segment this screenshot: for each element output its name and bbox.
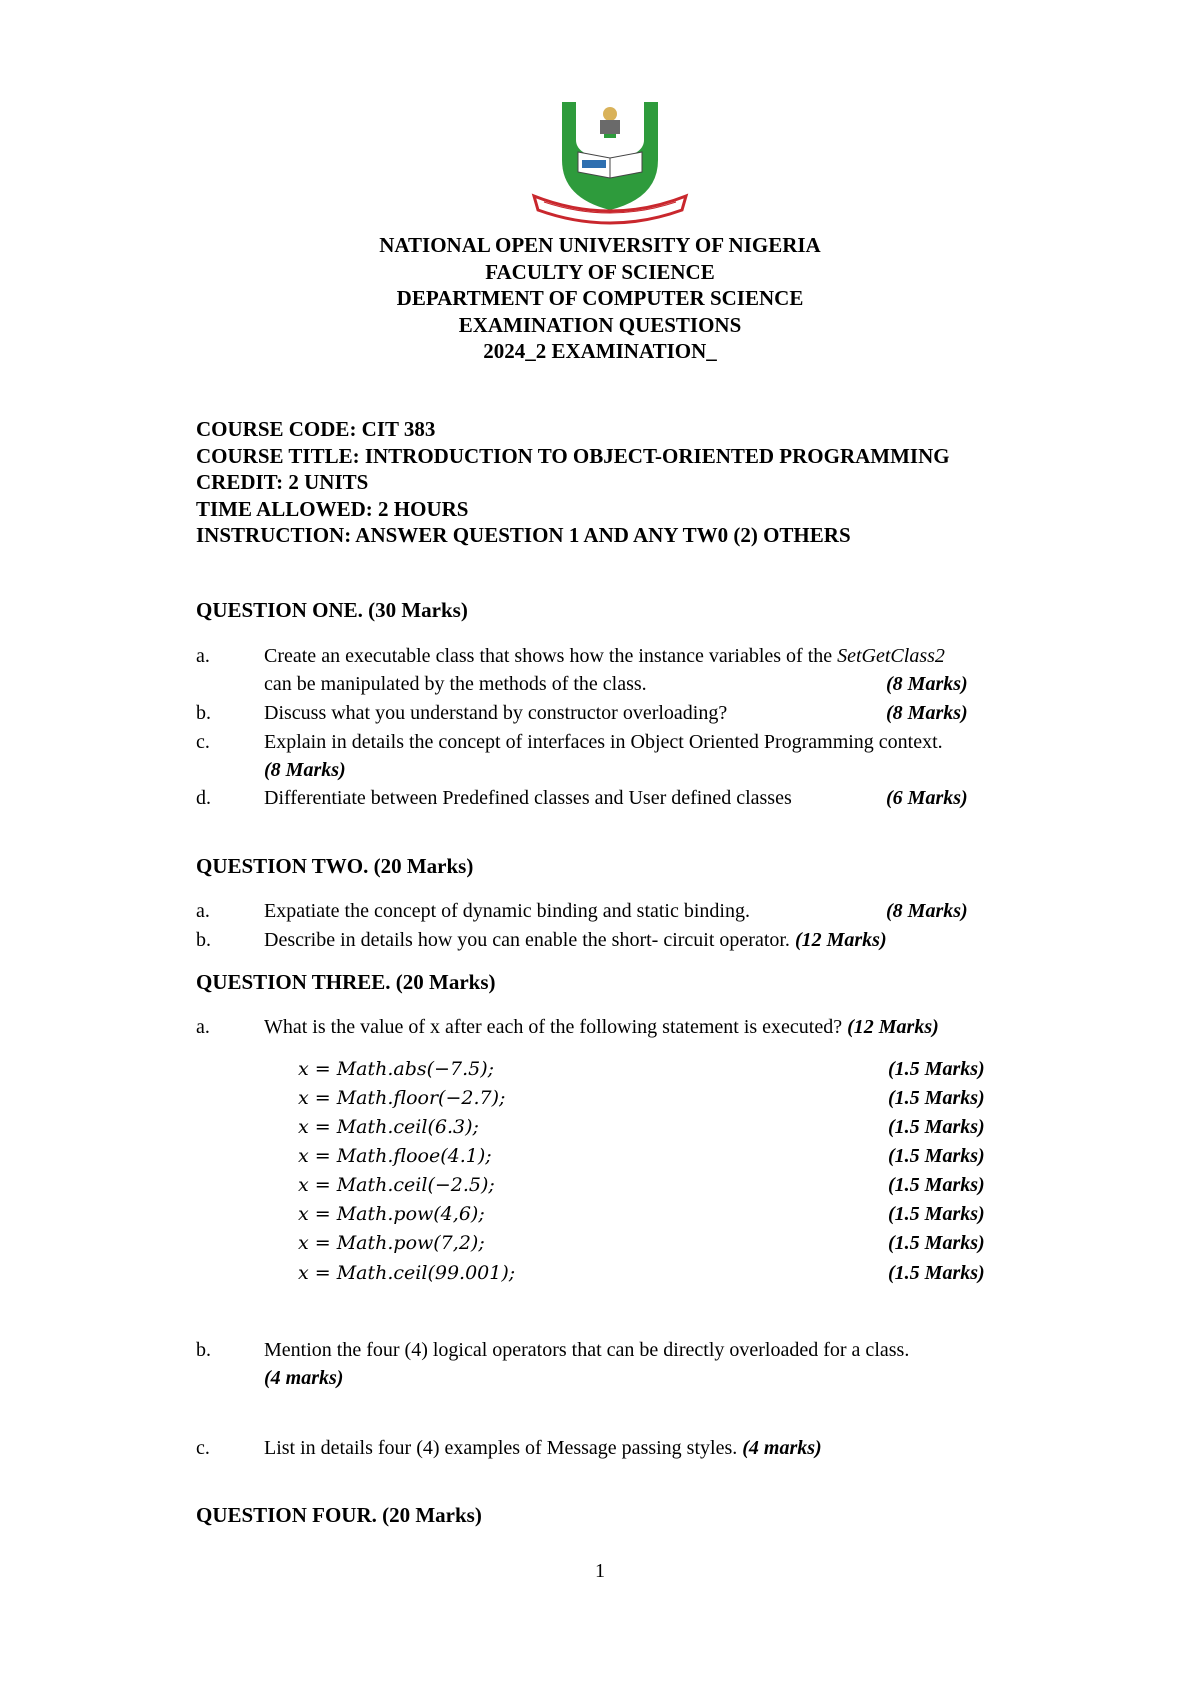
math-expression: x = Math.ceil(−2.5); xyxy=(298,1174,495,1196)
item-label: c. xyxy=(196,1437,210,1459)
item-text: Create an executable class that shows how the instance variables of the xyxy=(264,645,838,667)
math-expression: x = Math.pow(7,2); xyxy=(298,1232,485,1254)
sub-marks: (1.5 Marks) xyxy=(888,1087,985,1109)
item-label: a. xyxy=(196,645,210,667)
item-text: Describe in details how you can enable the short- circuit operator. xyxy=(264,929,790,951)
question-three-heading: QUESTION THREE. (20 Marks) xyxy=(196,970,496,994)
department-name: DEPARTMENT OF COMPUTER SCIENCE xyxy=(396,286,804,310)
item-text: Differentiate between Predefined classes and User defined classes xyxy=(264,787,792,809)
item-marks: (8 Marks) xyxy=(264,759,346,781)
exam-session: 2024_2 EXAMINATION_ xyxy=(483,339,717,363)
math-expression: x = Math.ceil(6.3); xyxy=(298,1116,479,1138)
course-title: COURSE TITLE: INTRODUCTION TO OBJECT-ORIENTED PROGRAMMING xyxy=(196,443,950,468)
math-expression: x = Math.flooe(4.1); xyxy=(298,1145,492,1167)
university-name: NATIONAL OPEN UNIVERSITY OF NIGERIA xyxy=(379,233,821,257)
item-text: Mention the four (4) logical operators that can be directly overloaded for a class. xyxy=(264,1339,910,1361)
math-expression: x = Math.abs(−7.5); xyxy=(298,1058,495,1080)
item-label: a. xyxy=(196,900,210,922)
sub-marks: (1.5 Marks) xyxy=(888,1116,985,1138)
item-marks: (6 Marks) xyxy=(886,787,968,809)
exam-header xyxy=(0,232,1200,365)
item-label: c. xyxy=(196,731,210,753)
question-four-heading: QUESTION FOUR. (20 Marks) xyxy=(196,1503,482,1527)
document-type: EXAMINATION QUESTIONS xyxy=(458,312,742,337)
math-expression: x = Math.floor(−2.7); xyxy=(298,1087,506,1109)
instruction: INSTRUCTION: ANSWER QUESTION 1 AND ANY TW0 (2) OTHERS xyxy=(196,523,851,547)
course-credit: CREDIT: 2 UNITS xyxy=(196,470,369,494)
item-label: b. xyxy=(196,702,211,724)
item-label: b. xyxy=(196,929,211,951)
item-text-continued: can be manipulated by the methods of the class. xyxy=(264,673,647,695)
sub-marks: (1.5 Marks) xyxy=(888,1262,985,1284)
item-text: Discuss what you understand by constructor overloading? xyxy=(264,702,728,724)
sub-marks: (1.5 Marks) xyxy=(888,1174,985,1196)
class-name: SetGetClass2 xyxy=(837,645,945,667)
university-logo xyxy=(530,100,690,228)
sub-marks: (1.5 Marks) xyxy=(888,1145,985,1167)
course-info xyxy=(196,416,950,549)
item-label: a. xyxy=(196,1016,210,1038)
question-two-heading: QUESTION TWO. (20 Marks) xyxy=(196,854,474,878)
sub-marks: (1.5 Marks) xyxy=(888,1232,985,1254)
item-marks: (4 marks) xyxy=(742,1437,822,1459)
math-expression: x = Math.ceil(99.001); xyxy=(298,1262,516,1284)
item-marks: (8 Marks) xyxy=(886,900,968,922)
item-label: b. xyxy=(196,1339,211,1361)
item-text: What is the value of x after each of the following statement is executed? xyxy=(264,1016,843,1038)
time-allowed: TIME ALLOWED: 2 HOURS xyxy=(196,496,469,521)
item-label: d. xyxy=(196,787,211,809)
page-number: 1 xyxy=(595,1560,605,1582)
sub-marks: (1.5 Marks) xyxy=(888,1058,985,1080)
item-marks: (4 marks) xyxy=(264,1367,344,1389)
item-marks: (12 Marks) xyxy=(847,1016,939,1038)
course-code: COURSE CODE: CIT 383 xyxy=(196,417,436,441)
item-marks: (8 Marks) xyxy=(886,673,968,695)
question-one-heading: QUESTION ONE. (30 Marks) xyxy=(196,598,468,622)
item-text: Explain in details the concept of interfaces in Object Oriented Programming context. xyxy=(264,731,943,753)
item-text: Expatiate the concept of dynamic binding and static binding. xyxy=(264,900,750,922)
item-text: List in details four (4) examples of Message passing styles. xyxy=(264,1437,738,1459)
item-marks: (12 Marks) xyxy=(794,929,887,951)
faculty-name: FACULTY OF SCIENCE xyxy=(485,259,715,284)
math-expression: x = Math.pow(4,6); xyxy=(298,1203,485,1225)
sub-marks: (1.5 Marks) xyxy=(888,1203,985,1225)
item-marks: (8 Marks) xyxy=(886,702,968,724)
